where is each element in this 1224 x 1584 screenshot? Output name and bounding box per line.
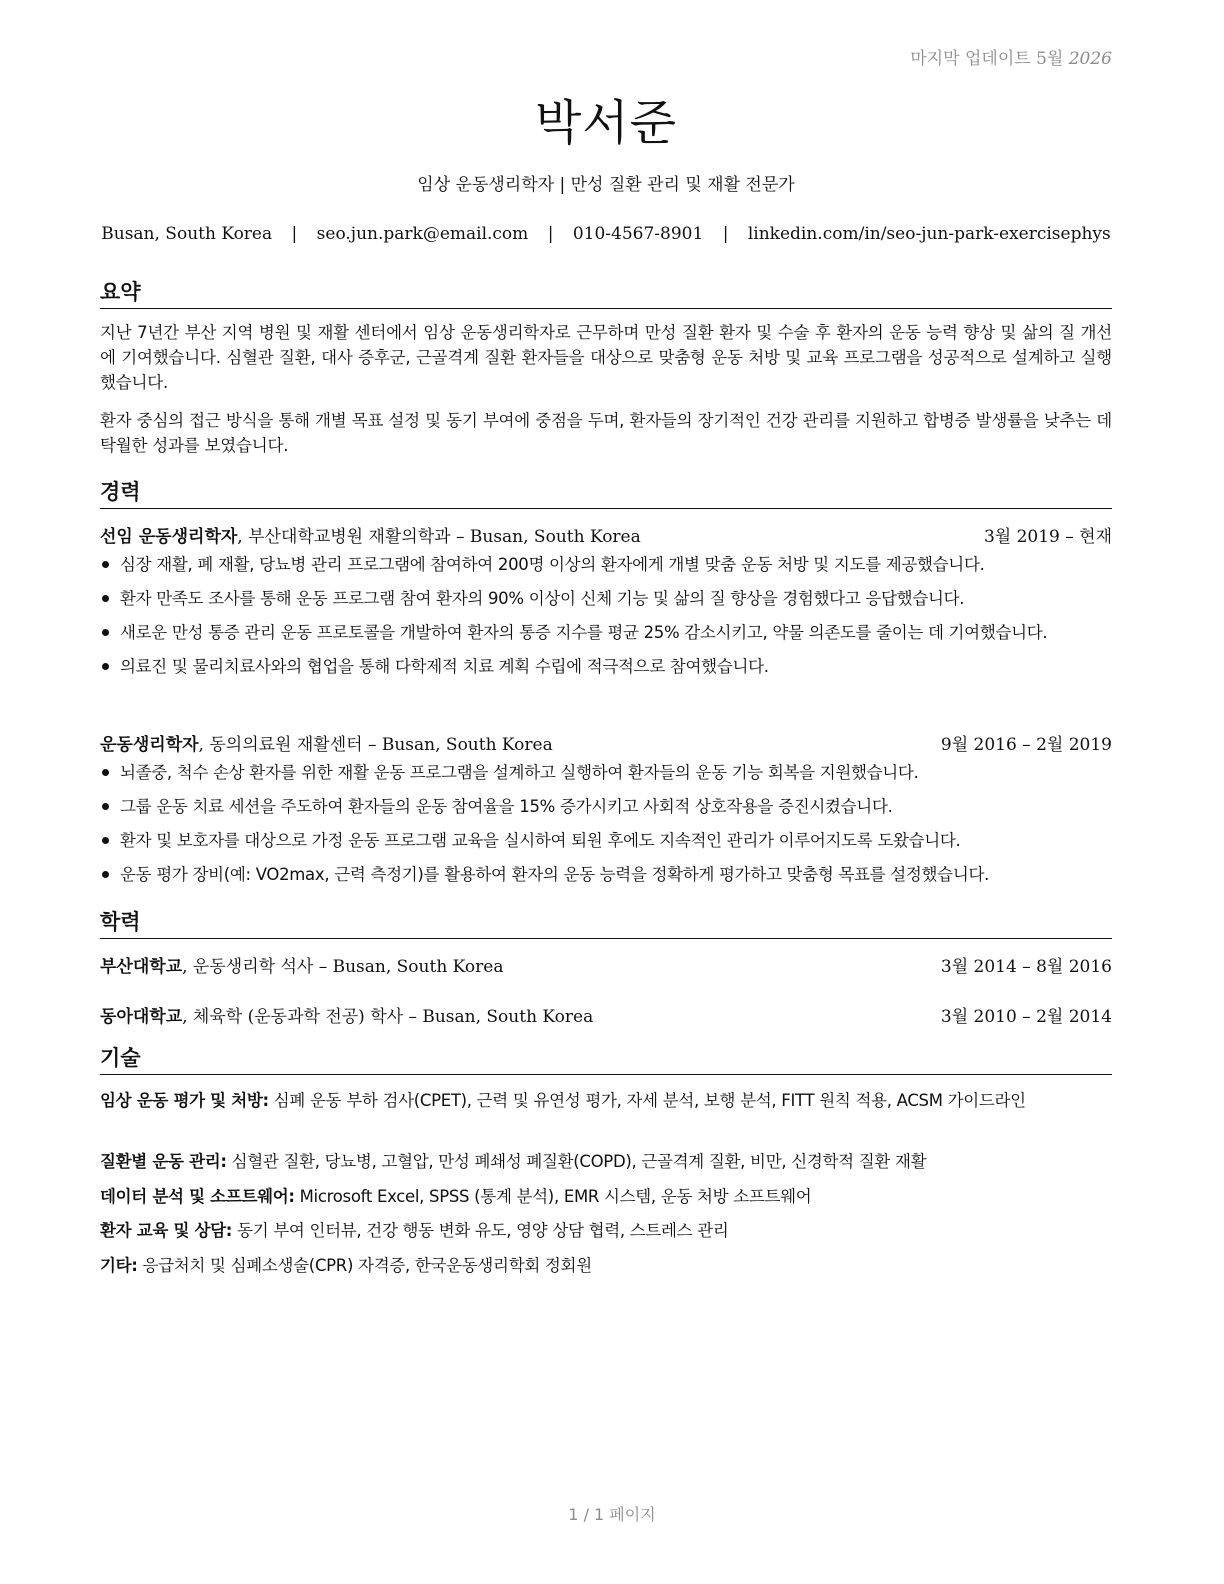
candidate-headline: 임상 운동생리학자 | 만성 질환 관리 및 재활 전문가 [417,175,795,195]
contact-separator: | [547,224,554,244]
contact-separator: | [722,224,729,244]
job-bullets [100,552,1122,688]
contact-phone: 010-4567-8901 [572,224,704,244]
job-role: 선임 운동생리학자 [100,527,238,547]
job-date: 9월 2016 – 2월 2019 [940,735,1112,755]
last-updated-label: 마지막 업데이트 [910,49,1031,69]
job-bullet: 뇌졸중, 척수 손상 환자를 위한 재활 운동 프로그램을 설계하고 실행하여 환자들의 운동 기능 회복을 지원했습니다. [100,760,1122,785]
skill-value: Microsoft Excel, SPSS (통계 분석), EMR 시스템, 운동 처방 소프트웨어 [294,1187,812,1206]
job-bullet: 심장 재활, 폐 재활, 당뇨병 관리 프로그램에 참여하여 200명 이상의 환자에게 개별 맞춤 운동 처방 및 지도를 제공했습니다. [100,552,1122,577]
skill-line [100,1184,1112,1209]
section-title-education: 학력 [100,906,1112,939]
job-bullet: 운동 평가 장비(예: VO2max, 근력 측정기)를 활용하여 환자의 운동 능력을 정확하게 평가하고 맞춤형 목표를 설정했습니다. [100,862,1122,887]
job-header [100,730,1112,755]
education-detail: , 체육학 (운동과학 전공) 학사 – Busan, South Korea [182,1007,594,1027]
last-updated-month: 5월 [1036,49,1064,69]
contact-line [90,224,1122,244]
job-role: 운동생리학자 [100,735,199,755]
skill-label: 환자 교육 및 상담: [100,1221,233,1240]
education-detail: , 운동생리학 석사 – Busan, South Korea [182,957,504,977]
contact-location: Busan, South Korea [101,224,273,244]
contact-separator: | [291,224,298,244]
skill-label: 기타: [100,1256,138,1275]
education-entry [100,1002,1112,1027]
skill-label: 임상 운동 평가 및 처방: [100,1091,269,1110]
section-title-summary: 요약 [100,276,1112,309]
last-updated-year: 2026 [1068,49,1112,69]
candidate-name: 박서준 [534,95,678,151]
job-bullet: 그룹 운동 치료 세션을 주도하여 환자들의 운동 참여율을 15% 증가시키고 사회적 상호작용을 증진시켰습니다. [100,794,1122,819]
summary-paragraph: 환자 중심의 접근 방식을 통해 개별 목표 설정 및 동기 부여에 중점을 두며, 환자들의 장기적인 건강 관리를 지원하고 합병증 발생률을 낮추는 데 탁월한 성과를 보였습니다. [100,411,1112,455]
last-updated [910,44,1112,69]
education-school: 부산대학교 [100,957,183,977]
skill-line [100,1218,1112,1243]
skill-value: 심혈관 질환, 당뇨병, 고혈압, 만성 폐쇄성 폐질환(COPD), 근골격계 질환, 비만, 신경학적 질환 재활 [226,1152,927,1171]
summary-paragraph: 지난 7년간 부산 지역 병원 및 재활 센터에서 임상 운동생리학자로 근무하며 만성 질환 환자 및 수술 후 환자의 운동 능력 향상 및 삶의 질 개선에 기여했습니다. 심혈관 질환, 대사 증후군, 근골격계 질환 환자들을 대상으로 맞춤형 운동 처방 및 교육 프로그램을 성공적으로 설계하고 실행했습니다. [100,323,1112,392]
education-school: 동아대학교 [100,1007,183,1027]
contact-linkedin-link[interactable]: linkedin.com/in/seo-jun-park-exercisephys [747,224,1111,244]
section-title-skills: 기술 [100,1042,1112,1075]
page-indicator: 1 / 1 페이지 [568,1505,656,1524]
skill-value: 동기 부여 인터뷰, 건강 행동 변화 유도, 영양 상담 협력, 스트레스 관리 [232,1221,729,1240]
job-bullets [100,760,1122,896]
contact-email-link[interactable]: seo.jun.park@email.com [316,224,529,244]
education-date: 3월 2014 – 8월 2016 [940,957,1112,977]
education-entry [100,952,1112,977]
education-date: 3월 2010 – 2월 2014 [940,1007,1112,1027]
skill-value: 응급처치 및 심폐소생술(CPR) 자격증, 한국운동생리학회 정회원 [137,1256,592,1275]
job-bullet: 환자 및 보호자를 대상으로 가정 운동 프로그램 교육을 실시하여 퇴원 후에도 지속적인 관리가 이루어지도록 도왔습니다. [100,828,1122,853]
skill-value: 심폐 운동 부하 검사(CPET), 근력 및 유연성 평가, 자세 분석, 보행 분석, FITT 원칙 적용, ACSM 가이드라인 [268,1091,1026,1110]
skill-line [100,1149,1112,1174]
skill-line [100,1088,1112,1113]
skill-line [100,1253,1112,1278]
job-bullet: 환자 만족도 조사를 통해 운동 프로그램 참여 환자의 90% 이상이 신체 기능 및 삶의 질 향상을 경험했다고 응답했습니다. [100,586,1122,611]
job-date: 3월 2019 – 현재 [983,527,1112,547]
job-org: , 동의의료원 재활센터 – Busan, South Korea [198,735,553,755]
skill-label: 데이터 분석 및 소프트웨어: [100,1187,295,1206]
job-header [100,522,1112,547]
section-title-experience: 경력 [100,476,1112,509]
job-org: , 부산대학교병원 재활의학과 – Busan, South Korea [237,527,641,547]
job-bullet: 의료진 및 물리치료사와의 협업을 통해 다학제적 치료 계획 수립에 적극적으로 참여했습니다. [100,654,1122,679]
job-bullet: 새로운 만성 통증 관리 운동 프로토콜을 개발하여 환자의 통증 지수를 평균 25% 감소시키고, 약물 의존도를 줄이는 데 기여했습니다. [100,620,1122,645]
skill-label: 질환별 운동 관리: [100,1152,227,1171]
